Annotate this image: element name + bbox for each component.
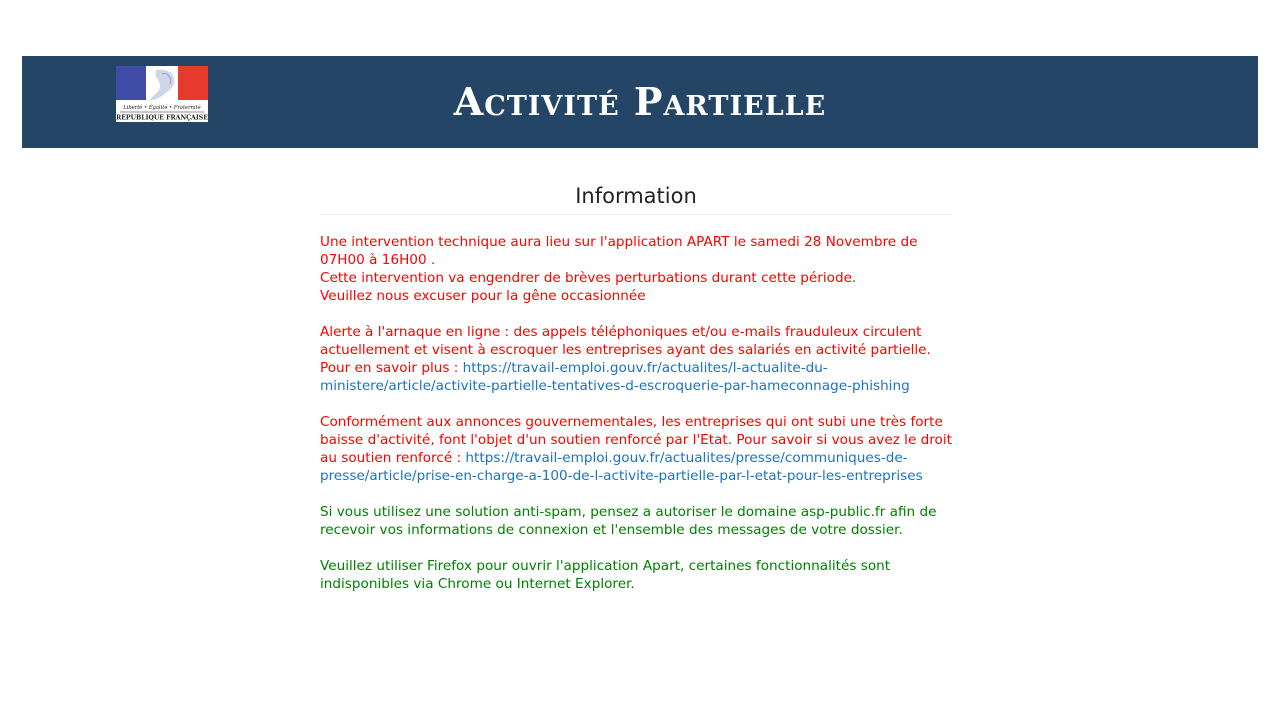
scam-alert-notice xyxy=(320,323,952,395)
support-notice xyxy=(320,413,952,485)
svg-text:Liberté • Égalité • Fraternité: Liberté • Égalité • Fraternité xyxy=(123,105,201,111)
more-info-label: Pour en savoir plus : xyxy=(320,360,463,376)
scam-alert-text: Alerte à l'arnaque en ligne : des appels téléphoniques et/ou e-mails frauduleux circulent actuellement et visent à escroquer les entreprises ayant des salariés en activité partielle. xyxy=(320,324,931,358)
browser-notice: Veuillez utiliser Firefox pour ouvrir l'application Apart, certaines fonctionnalités sont indisponibles via Chrome ou Internet Explorer. xyxy=(320,558,891,592)
maintenance-line-2: Cette intervention va engendrer de brèves perturbations durant cette période. xyxy=(320,270,857,286)
support-info-link[interactable]: https://travail-emploi.gouv.fr/actualites/presse/communiques-de-presse/article/prise-en-charge-a-100-de-l-activite-partielle-par-l-etat-pour-les-entreprises xyxy=(320,450,923,484)
antispam-notice: Si vous utilisez une solution anti-spam, pensez a autoriser le domaine asp-public.fr afin de recevoir vos informations de connexion et l'ensemble des messages de votre dossier. xyxy=(320,504,937,538)
divider xyxy=(320,214,952,215)
maintenance-line-3: Veuillez nous excuser pour la gêne occasionnée xyxy=(320,288,646,304)
section-title: Information xyxy=(575,184,697,208)
support-text: Conformément aux annonces gouvernementales, les entreprises qui ont subi une très forte baisse d'activité, font l'objet d'un soutien renforcé par l'Etat. Pour savoir si vous avez le droit au soutien renforcé : xyxy=(320,414,952,466)
maintenance-notice xyxy=(320,233,952,305)
svg-text:RÉPUBLIQUE FRANÇAISE: RÉPUBLIQUE FRANÇAISE xyxy=(116,114,208,122)
header-banner xyxy=(22,56,1258,148)
information-panel xyxy=(320,180,952,611)
app-title: Activité Partielle xyxy=(453,79,827,124)
maintenance-line-1: Une intervention technique aura lieu sur l'application APART le samedi 28 Novembre de 07H00 à 16H00 . xyxy=(320,234,918,268)
phishing-info-link[interactable]: https://travail-emploi.gouv.fr/actualites/l-actualite-du-ministere/article/activite-partielle-tentatives-d-escroquerie-par-hameconnage-phishing xyxy=(320,360,910,394)
